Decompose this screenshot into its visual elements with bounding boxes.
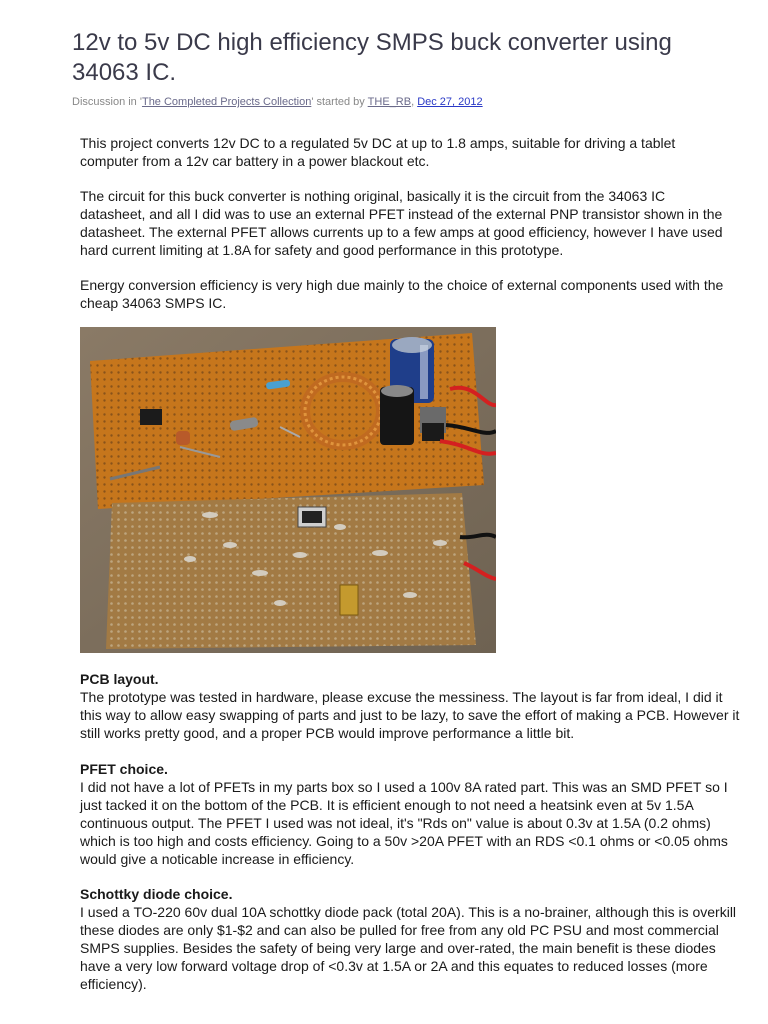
section-body: I did not have a lot of PFETs in my parts box so I used a 100v 8A rated part. This was an SMD PFET so I just tacked it on the bottom of the PCB. It is efficient enough to not need a heatsink even at 5v 1.5A continuous output. The PFET I used was not ideal, it's "Rds on" value is about 0.3v at 1.5A (0.2 ohms) which is too high and costs efficiency. Going to a 50v >20A PFET with an RDS <0.1 ohms or <0.05 ohms would give a noticable increase in efficiency. <box>80 779 728 867</box>
intro-paragraph: The circuit for this buck converter is nothing original, basically it is the circuit from the 34063 IC datasheet, and all I did was to use an external PFET instead of the external PNP transistor shown in the datasheet. The external PFET allows currents up to a few amps at good efficiency, however I have used hard current limiting at 1.8A for safety and good performance in this prototype. <box>80 188 723 258</box>
page-title: 12v to 5v DC high efficiency SMPS buck converter using 34063 IC. <box>72 29 672 86</box>
section-pfet-choice <box>80 760 740 868</box>
meta-mid: ' started by <box>311 96 368 108</box>
prototype-photo <box>80 327 496 653</box>
meta-prefix: Discussion in ' <box>72 96 142 108</box>
intro-text <box>80 134 732 329</box>
section-heading: Schottky diode choice. <box>80 886 233 902</box>
section-body: I used a TO-220 60v dual 10A schottky diode pack (total 20A). This is a no-brainer, although this is overkill these diodes are only $1-$2 and can also be pulled for free from any old PC PSU and most commercial SMPS supplies. Besides the safety of being very large and over-rated, the main benefit is these diodes have a very low forward voltage drop of <0.3v at 1.5A or 2A and this equates to reduced losses (more efficiency). <box>80 904 737 992</box>
section-heading: PCB layout. <box>80 671 159 687</box>
intro-paragraph: Energy conversion efficiency is very high due mainly to the choice of external components used with the cheap 34063 SMPS IC. <box>80 277 724 311</box>
section-schottky-diode <box>80 885 740 993</box>
intro-paragraph: This project converts 12v DC to a regulated 5v DC at up to 1.8 amps, suitable for driving a tablet computer from a 12v car battery in a power blackout etc. <box>80 135 676 169</box>
section-heading: PFET choice. <box>80 761 168 777</box>
bottom-board <box>106 493 476 649</box>
section-pcb-layout <box>80 670 740 742</box>
meta-sep: , <box>411 96 418 108</box>
forum-link[interactable]: The Completed Projects Collection <box>141 96 312 108</box>
author-link[interactable]: THE_RB <box>367 96 412 108</box>
section-body: The prototype was tested in hardware, please excuse the messiness. The layout is far from ideal, I did it this way to allow easy swapping of parts and just to be lazy, to save the effort of making a PCB. However it still works pretty good, and a proper PCB would improve performance a little bit. <box>80 689 740 741</box>
date-link[interactable]: Dec 27, 2012 <box>417 96 483 108</box>
thread-meta <box>72 96 483 108</box>
